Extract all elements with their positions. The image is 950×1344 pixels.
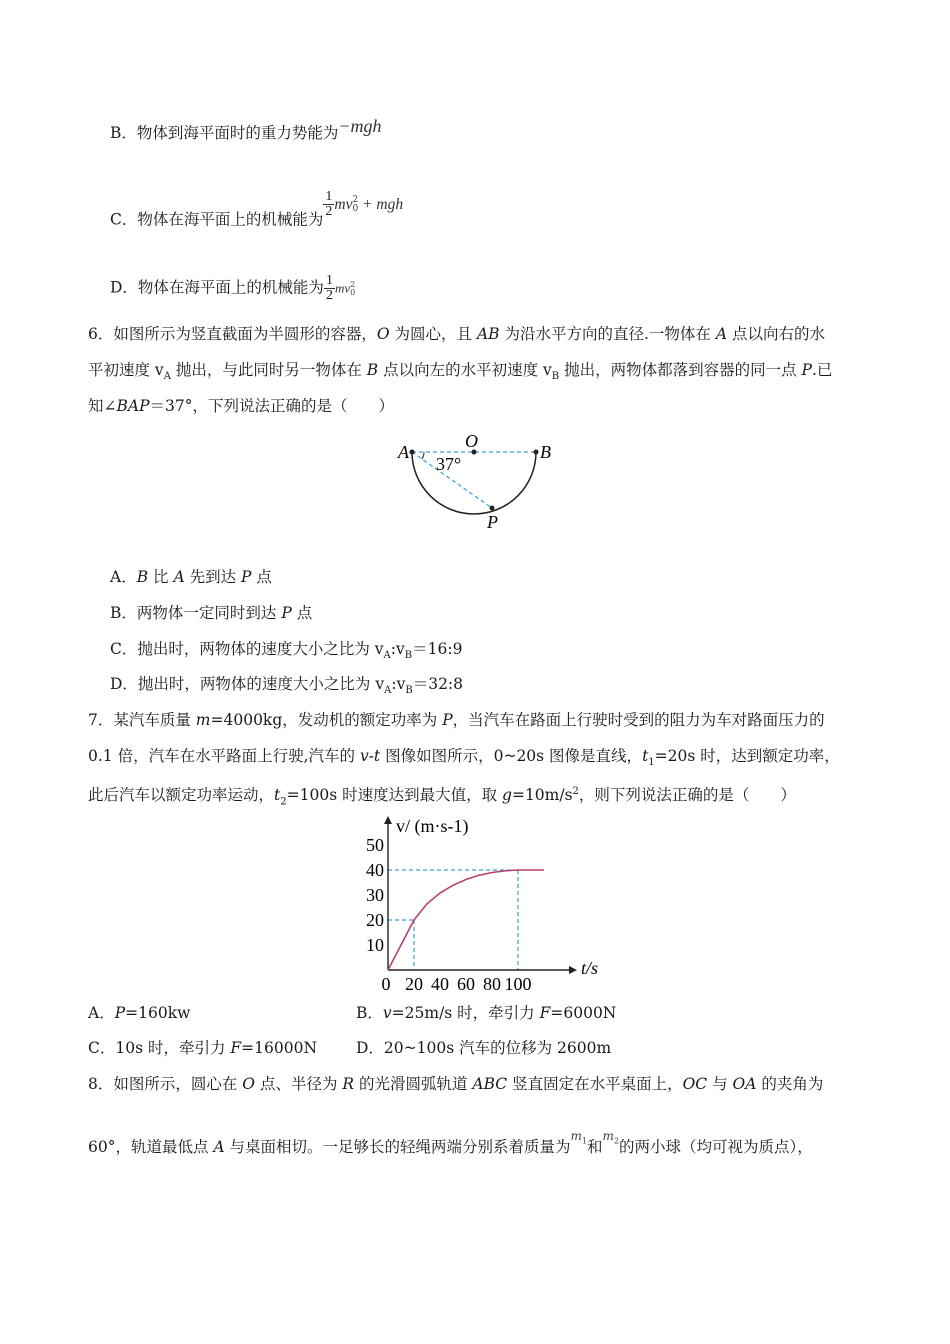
q7-stem-line3 [88, 781, 796, 813]
q5-option-b-text: B．物体到海平面时的重力势能为 [110, 124, 339, 142]
text: B．两物体一定同时到达 [110, 604, 282, 622]
fraction [323, 190, 334, 219]
q5-option-c-text: C．物体在海平面上的机械能为 [110, 210, 324, 229]
text: 的两小球（均可视为质点）， [619, 1138, 813, 1156]
q6-stem-line1 [88, 323, 825, 345]
text: ＝37°，下列说法正确的是（ ） [149, 397, 394, 415]
fraction [324, 274, 335, 303]
text: OC [682, 1075, 708, 1093]
subscript: A [163, 371, 171, 383]
point-b [534, 450, 539, 455]
text: 抛出，两物体都落到容器的同一点 [559, 361, 802, 379]
subscript: 2 [280, 796, 287, 808]
text: =160kw [125, 1004, 191, 1022]
text: m [570, 1129, 582, 1143]
y-axis-arrow [384, 816, 392, 824]
text: 先到达 [184, 568, 242, 586]
superscript: 2 [572, 786, 579, 797]
x-tick-label: 20 [405, 974, 423, 994]
x-tick-label: 60 [457, 974, 475, 994]
label-angle: 37° [436, 454, 462, 474]
text: 与桌面相切。一足够长的轻绳两端分别系着质量为 [224, 1138, 571, 1156]
text: P [281, 604, 292, 622]
label-p: P [487, 512, 498, 532]
text: 点以向右的水 [727, 325, 825, 343]
text: =6000N [550, 1004, 617, 1022]
text: :v [391, 675, 406, 693]
text: ，则下列说法正确的是（ ） [578, 786, 796, 805]
text: A [213, 1138, 225, 1156]
label-b: B [540, 442, 551, 462]
q6-option-b [110, 602, 312, 624]
text: BAP [116, 397, 150, 415]
text: 平初速度 v [88, 361, 164, 379]
q5-option-d-text: D．物体在海平面上的机械能为 [110, 278, 324, 297]
text: A [173, 568, 185, 586]
text: =4000kg，发动机的额定功率为 [210, 711, 443, 729]
text: OA [732, 1075, 757, 1093]
text: v [382, 1004, 392, 1022]
label-o: O [465, 431, 478, 451]
text: P [442, 711, 453, 729]
text: 与 [707, 1075, 733, 1093]
q8-stem-line2 [88, 1129, 813, 1164]
text: ＝32:8 [412, 675, 464, 693]
text: F [539, 1004, 551, 1022]
subscript: B [404, 650, 413, 662]
text: g [502, 786, 512, 805]
text: D．20~100s 汽车的位移为 2600m [356, 1039, 612, 1057]
x-axis-arrow [569, 966, 577, 974]
sup: 2 [352, 194, 359, 205]
text: 为沿水平方向的直径.一物体在 [499, 325, 716, 343]
text: R [342, 1075, 355, 1093]
x-axis-label: t/s [581, 958, 598, 978]
y-tick-label: 40 [366, 860, 384, 880]
text: =10m/s [511, 786, 573, 805]
x-tick-label: 40 [431, 974, 449, 994]
sub-sup [350, 281, 355, 297]
q7-vt-chart [358, 812, 598, 994]
q7-option-c [88, 1037, 317, 1059]
denominator: 2 [325, 204, 333, 219]
text: 0.1 倍，汽车在水平路面上行驶,汽车的 [88, 747, 360, 765]
math-mv: mv [334, 195, 353, 213]
text: :v [390, 640, 405, 658]
y-tick-label: 20 [366, 910, 384, 930]
q7-option-b [356, 1002, 616, 1024]
math-m1 [570, 1129, 588, 1146]
text: O [242, 1075, 256, 1093]
text: =16000N [241, 1039, 318, 1057]
text: 点 [251, 568, 272, 586]
text: 8．如图所示，圆心在 [88, 1075, 243, 1093]
text: P [241, 568, 252, 586]
subscript: A [383, 650, 391, 662]
q5-option-b-math: −mgh [338, 116, 382, 136]
text: 和 [587, 1138, 603, 1156]
text: t [642, 747, 649, 765]
text: B [366, 361, 379, 379]
text: ，当汽车在路面上行驶时受到的阻力为车对路面压力的 [452, 711, 825, 729]
q7-option-d [356, 1037, 611, 1059]
q6-stem-line3 [88, 395, 394, 417]
x-tick-label: 100 [504, 974, 532, 994]
text: =100s 时速度达到最大值，取 [286, 786, 503, 805]
text: B． [356, 1004, 383, 1022]
angle-arc [422, 452, 424, 459]
label-a: A [398, 442, 409, 462]
math-tail: + mgh [358, 195, 404, 213]
q6-option-a [110, 566, 272, 588]
text: AB [476, 325, 500, 343]
math-m2 [602, 1129, 620, 1146]
text: 点以向左的水平初速度 v [378, 361, 552, 379]
text: 图像如图所示，0~20s 图像是直线， [380, 747, 643, 765]
q8-stem-line1 [88, 1073, 823, 1095]
sub: 0 [350, 287, 356, 297]
q5-option-d [110, 274, 355, 303]
text: ABC [472, 1075, 508, 1093]
text: 为圆心，且 [389, 325, 477, 343]
q7-stem-line2 [88, 745, 840, 774]
y-tick-label: 10 [366, 935, 384, 955]
text: C．10s 时，牵引力 [88, 1039, 231, 1057]
subscript: 1 [581, 1136, 588, 1146]
numerator: 1 [325, 273, 333, 288]
text: D．抛出时，两物体的速度大小之比为 v [110, 675, 385, 693]
text: F [230, 1039, 242, 1057]
denominator: 2 [325, 288, 333, 303]
math-mv: mv [334, 280, 351, 296]
q6-semicircle-figure [390, 428, 570, 536]
y-tick-label: 50 [366, 835, 384, 855]
q6-stem-line2 [88, 359, 832, 388]
text: v-t [359, 747, 381, 765]
text: P [801, 361, 812, 379]
text: =25m/s 时，牵引力 [391, 1004, 540, 1022]
point-p [490, 506, 495, 511]
text: 点、半径为 [255, 1075, 343, 1093]
text: 的光滑圆弧轨道 [354, 1075, 473, 1093]
y-axis-label: v/ (m·s-1) [396, 816, 469, 836]
text: A [715, 325, 728, 343]
point-a [410, 450, 415, 455]
text: 的夹角为 [756, 1075, 824, 1093]
text: P [114, 1004, 126, 1022]
text: A． [88, 1004, 115, 1022]
text: .已 [811, 361, 833, 379]
text: 竖直固定在水平桌面上， [507, 1075, 683, 1093]
text: O [376, 325, 390, 343]
y-tick-label: 30 [366, 885, 384, 905]
text: 比 [148, 568, 174, 586]
text: 6．如图所示为竖直截面为半圆形的容器， [88, 325, 377, 343]
subscript: B [551, 371, 560, 383]
text: 抛出，与此同时另一物体在 [170, 361, 367, 379]
text: 60°，轨道最低点 [88, 1138, 214, 1156]
q6-option-d [110, 673, 463, 702]
q5-option-b [110, 116, 382, 144]
text: 7．某汽车质量 [88, 711, 196, 729]
subscript: A [384, 685, 392, 697]
text: 点 [291, 604, 313, 622]
subscript: B [405, 685, 413, 697]
text: m [195, 711, 211, 729]
text: C．抛出时，两物体的速度大小之比为 v [110, 640, 384, 658]
sub: 0 [352, 203, 359, 214]
q5-option-c-formula [323, 189, 404, 219]
q5-option-c [110, 189, 404, 235]
x-tick-label: 0 [381, 974, 391, 994]
semicircle-arc [412, 452, 536, 514]
subscript: 2 [613, 1136, 620, 1146]
sup: 2 [350, 279, 356, 289]
text: =20s 时，达到额定功率， [654, 747, 840, 765]
x-tick-label: 80 [483, 974, 501, 994]
text: A． [110, 568, 137, 586]
numerator: 1 [325, 189, 333, 204]
text: ＝16:9 [412, 640, 463, 658]
text: 知∠ [88, 397, 117, 415]
q7-option-a [88, 1002, 190, 1024]
q7-stem-line1 [88, 709, 825, 731]
text: m [602, 1129, 614, 1143]
text: B [136, 568, 149, 586]
text: 此后汽车以额定功率运动， [88, 786, 275, 805]
q6-option-c [110, 638, 462, 667]
subscript: 1 [648, 757, 655, 769]
text: t [274, 786, 281, 805]
